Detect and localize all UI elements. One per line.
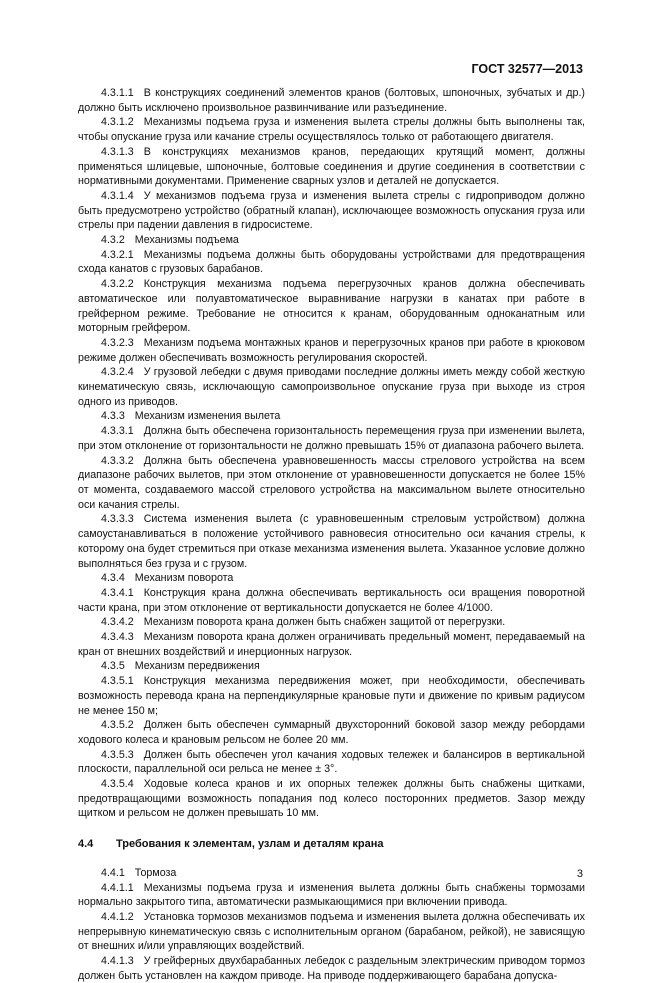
paragraph xyxy=(78,954,585,983)
paragraph-number: 4.3.2 xyxy=(101,234,125,247)
paragraph-number: 4.3.4.3 xyxy=(101,631,134,644)
paragraph-number: 4.3.4 xyxy=(101,572,125,585)
paragraph xyxy=(78,866,585,881)
paragraph-text: Должен быть обеспечен суммарный двухсторонний боковой зазор между ребордами ходового колеса и крановым рельсом не более 20 мм. xyxy=(78,719,585,746)
paragraphs-block xyxy=(78,86,585,821)
paragraph-text: В конструкциях соединений элементов кранов (болтовых, шпоночных, зубчатых и др.) должно быть исключено произвольное развинчивание или разъединение. xyxy=(78,87,585,114)
section-number: 4.4 xyxy=(78,838,94,851)
paragraph xyxy=(78,233,585,248)
paragraphs-block xyxy=(78,866,585,983)
paragraph xyxy=(78,748,585,777)
paragraph-number: 4.3.2.2 xyxy=(101,278,134,291)
paragraph-text: Конструкция крана должна обеспечивать вертикальность оси вращения поворотной части крана, при этом отклонение от вертикальности допускается не более 4/1000. xyxy=(78,586,585,614)
paragraph-text: Конструкция механизма подъема перегрузочных кранов должна обеспечивать автоматическое или полуавтоматическое выравнивание нагрузки в канатах при работе в грейферном режиме. Требование не относится к кранам, оборудованным одноканатным или моторным грейфером. xyxy=(78,278,585,335)
paragraph-text: Тормоза xyxy=(134,866,177,879)
paragraph xyxy=(78,615,585,630)
paragraph-number: 4.3.1.1 xyxy=(101,87,134,99)
paragraph xyxy=(78,189,585,233)
paragraph xyxy=(78,336,585,365)
section-title: Требования к элементам, узлам и деталям крана xyxy=(116,838,384,851)
paragraph-text: Ходовые колеса кранов и их опорных тележек должны быть снабжены щитками, предотвращающими возможность попадания под колесо посторонних предметов. Зазор между щитком и рельсом не должен превышать 10 мм. xyxy=(78,778,585,820)
paragraph-text: Механизмы подъема груза и изменения вылета стрелы должны быть выполнены так, чтобы опускание груза или качание стрелы осуществлялось только от работающего двигателя. xyxy=(78,116,585,144)
paragraph-number: 4.3.3 xyxy=(101,410,125,423)
paragraph-text: Механизм поворота крана должен ограничивать предельный момент, передаваемый на кран от внешних воздействий и инерционных нагрузок. xyxy=(78,631,585,658)
paragraph xyxy=(78,248,585,277)
paragraph-number: 4.4.1.1 xyxy=(101,881,134,894)
paragraph-number: 4.3.2.4 xyxy=(101,366,134,379)
paragraph xyxy=(78,718,585,747)
paragraph-text: В конструкциях механизмов кранов, передающих крутящий момент, должны применяться шлицевые, шпоночные, болтовые соединения и другие соединения в соответствии с нормативными документами. Применение сварных узлов и деталей не допускается. xyxy=(78,145,585,188)
paragraph-text: Механизм поворота крана должен быть снабжен защитой от перегрузки. xyxy=(143,616,506,629)
paragraph-number: 4.3.5.4 xyxy=(101,778,134,791)
paragraph-text: Должна быть обеспечена горизонтальность перемещения груза при изменении вылета, при этом отклонение от горизонтальности не должно превышать 15% от диапазона рабочего вылета. xyxy=(78,425,585,452)
paragraph-number: 4.3.5.3 xyxy=(101,748,134,761)
paragraph xyxy=(78,454,585,513)
paragraph-text: Должен быть обеспечен угол качания ходовых тележек и балансиров в вертикальной плоскости, параллельной оси рельса не менее ± 3°. xyxy=(78,748,585,776)
paragraph-number: 4.3.3.2 xyxy=(101,454,134,467)
paragraph xyxy=(78,409,585,424)
paragraph-text: Механизмы подъема груза и изменения вылета должны быть снабжены тормозами нормально закрытого типа, автоматически размыкающимися при включении привода. xyxy=(78,881,585,909)
paragraph-text: У механизмов подъема груза и изменения вылета стрелы с гидроприводом должно быть предусмотрено устройство (обратный клапан), исключающее возможность опускания груза или стрелы при падении давления в гидросистеме. xyxy=(78,189,585,232)
paragraph-text: Механизм передвижения xyxy=(134,660,260,673)
paragraph-text: Конструкция механизма передвижения может, при необходимости, обеспечивать возможность перевода крана на перпендикулярные крановые пути и движение по кривым радиусом не менее 150 м; xyxy=(78,675,585,717)
paragraph-number: 4.3.5.2 xyxy=(101,719,134,732)
paragraph-number: 4.3.1.3 xyxy=(101,145,134,158)
page-number: 3 xyxy=(576,868,583,880)
paragraph xyxy=(78,86,585,115)
section-heading xyxy=(78,837,585,852)
paragraph-number: 4.3.2.1 xyxy=(101,248,134,261)
paragraph xyxy=(78,512,585,571)
paragraph-number: 4.3.2.3 xyxy=(101,336,134,349)
paragraph-number: 4.3.5.1 xyxy=(101,675,134,688)
paragraph-text: Механизмы подъема xyxy=(134,234,239,247)
paragraph xyxy=(78,145,585,189)
paragraph-number: 4.4.1 xyxy=(101,866,125,879)
paragraph-text: Установка тормозов механизмов подъема и изменения вылета должна обеспечивать их непрерывную кинематическую связь с исполнительным органом (барабаном, рейкой), не зависящую от внешних и/или управляющих воздействий. xyxy=(78,910,585,953)
paragraph-text: Должна быть обеспечена уравновешенность массы стрелового устройства на всем диапазоне рабочих вылетов, при этом отклонение от уравновешенности допускается не более 15% от момента, создаваемого массой стрелового устройства на максимальном вылете относительно оси качания стрелы. xyxy=(78,454,585,511)
paragraph-number: 4.3.4.2 xyxy=(101,616,134,629)
paragraph-number: 4.3.3.1 xyxy=(101,425,134,438)
paragraph-text: У грейферных двухбарабанных лебедок с раздельным электрическим приводом тормоз должен быть установлен на каждом приводе. На приводе поддерживающего барабана допуска- xyxy=(78,955,585,982)
paragraph-number: 4.3.4.1 xyxy=(101,586,134,599)
paragraph xyxy=(78,881,585,910)
paragraph xyxy=(78,586,585,615)
paragraph xyxy=(78,424,585,453)
document-header: ГОСТ 32577—2013 xyxy=(471,62,583,76)
paragraph-number: 4.4.1.2 xyxy=(101,910,134,923)
paragraph xyxy=(78,674,585,718)
paragraph xyxy=(78,777,585,821)
paragraph-text: Механизм изменения вылета xyxy=(134,410,281,423)
paragraph-text: Система изменения вылета (с уравновешенным стреловым устройством) должна самоустанавливаться в положение устойчивого равновесия относительно оси качания стрелы, к которому она будет стремиться при отказе механизма изменения вылета. Указанное условие должно выполняться без груза и с грузом. xyxy=(78,513,585,570)
paragraph xyxy=(78,277,585,336)
paragraph-text: У грузовой лебедки с двумя приводами последние должны иметь между собой жесткую кинематическую связь, исключающую самопроизвольное опускание груза при выходе из строя одного из приводов. xyxy=(78,366,585,408)
paragraph xyxy=(78,630,585,659)
paragraph-number: 4.3.5 xyxy=(101,660,125,673)
paragraph xyxy=(78,910,585,954)
paragraph-text: Механизмы подъема должны быть оборудованы устройствами для предотвращения схода канатов с грузовых барабанов. xyxy=(78,248,585,276)
paragraph-number: 4.3.1.4 xyxy=(101,189,134,202)
paragraph-number: 4.3.1.2 xyxy=(101,116,134,129)
paragraph xyxy=(78,571,585,586)
paragraph xyxy=(78,115,585,144)
paragraph-number: 4.3.3.3 xyxy=(101,513,134,526)
paragraph xyxy=(78,659,585,674)
paragraph-number: 4.4.1.3 xyxy=(101,955,134,968)
paragraph-text: Механизм поворота xyxy=(134,572,234,585)
document-body xyxy=(78,86,585,983)
paragraph-text: Механизм подъема монтажных кранов и перегрузочных кранов при работе в крюковом режиме должен обеспечивать возможность регулирования скоростей. xyxy=(78,336,585,364)
paragraph xyxy=(78,365,585,409)
